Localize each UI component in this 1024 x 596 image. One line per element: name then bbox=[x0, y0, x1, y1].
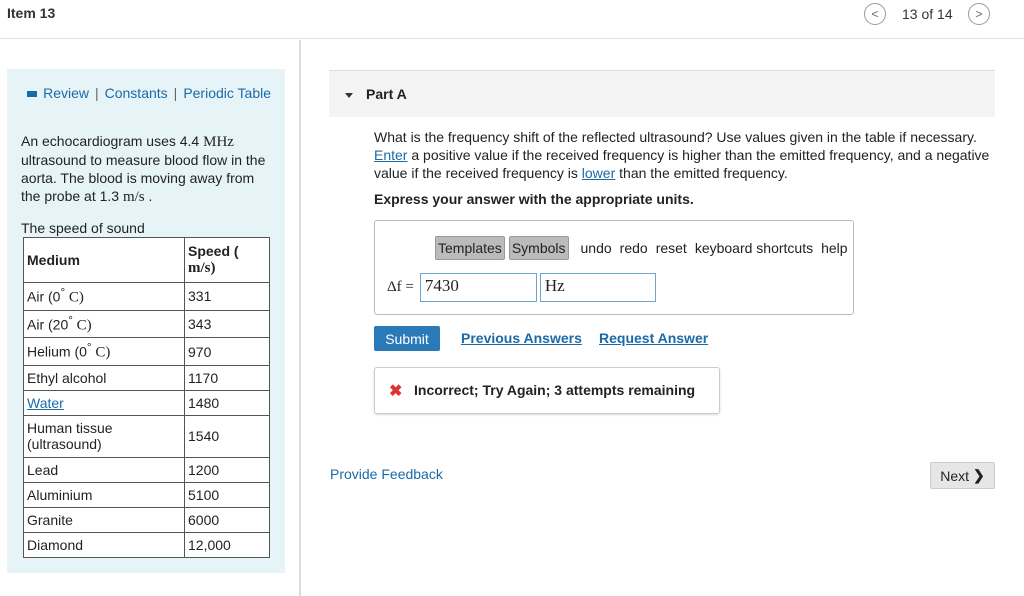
link-separator: | bbox=[173, 85, 178, 101]
table-row bbox=[24, 365, 270, 390]
speed-cell: 1540 bbox=[185, 415, 270, 457]
problem-text: . bbox=[144, 188, 153, 204]
speed-header-unit: m/s) bbox=[188, 260, 216, 276]
caret-down-icon bbox=[345, 93, 353, 98]
periodic-table-link[interactable]: Periodic Table bbox=[183, 85, 271, 101]
speed-header bbox=[185, 238, 270, 283]
enter-link[interactable]: Enter bbox=[374, 147, 408, 163]
speed-header-label: Speed ( bbox=[188, 243, 239, 259]
degree-sign: ° bbox=[60, 286, 66, 299]
speed-cell: 1200 bbox=[185, 457, 270, 482]
medium-cell bbox=[24, 310, 185, 338]
part-a-header[interactable] bbox=[329, 70, 995, 117]
incorrect-x-icon: ✖ bbox=[389, 383, 403, 400]
medium-cell bbox=[24, 390, 185, 415]
temperature-unit: C) bbox=[65, 289, 84, 306]
frequency-unit: MHz bbox=[203, 134, 234, 150]
problem-statement bbox=[21, 132, 271, 206]
table-row bbox=[24, 415, 270, 457]
answer-box bbox=[374, 220, 854, 315]
delta-f-label: Δf = bbox=[387, 279, 414, 295]
question-part: What is the frequency shift of the reflected ultrasound? Use values given in the table if necessary. bbox=[374, 129, 977, 145]
medium-name: Air (20 bbox=[27, 316, 69, 333]
table-caption: The speed of sound bbox=[21, 220, 145, 236]
medium-cell bbox=[24, 283, 185, 311]
speed-cell: 6000 bbox=[185, 507, 270, 532]
chevron-right-icon: ❯ bbox=[973, 467, 985, 483]
problem-panel bbox=[7, 69, 285, 573]
medium-cell: Ethyl alcohol bbox=[24, 365, 185, 390]
speed-of-sound-table bbox=[23, 237, 270, 558]
degree-sign: ° bbox=[68, 313, 73, 327]
table-row bbox=[24, 283, 270, 311]
chevron-right-icon: > bbox=[975, 7, 983, 21]
question-text bbox=[374, 128, 994, 182]
problem-text: An echocardiogram uses 4.4 bbox=[21, 133, 204, 149]
feedback-text: Incorrect; Try Again; 3 attempts remaining bbox=[414, 382, 696, 398]
constants-link[interactable]: Constants bbox=[104, 85, 168, 101]
medium-cell: Lead bbox=[24, 457, 185, 482]
table-row bbox=[24, 532, 270, 557]
item-title: Item 13 bbox=[7, 5, 56, 21]
panel-divider bbox=[299, 40, 301, 596]
help-button[interactable]: help bbox=[821, 240, 848, 256]
medium-cell: Aluminium bbox=[24, 482, 185, 507]
previous-answers-link[interactable]: Previous Answers bbox=[461, 330, 582, 346]
part-title: Part A bbox=[366, 86, 407, 102]
medium-cell: Human tissue (ultrasound) bbox=[24, 415, 185, 457]
degree-sign: ° bbox=[86, 341, 92, 355]
speed-cell: 343 bbox=[185, 310, 270, 338]
table-row bbox=[24, 457, 270, 482]
medium-cell: Diamond bbox=[24, 532, 185, 557]
undo-button[interactable]: undo bbox=[580, 240, 612, 256]
water-link[interactable]: Water bbox=[27, 394, 64, 411]
next-item-button[interactable] bbox=[968, 3, 990, 25]
table-row bbox=[24, 390, 270, 415]
next-button[interactable] bbox=[930, 462, 995, 489]
feedback-message bbox=[374, 367, 720, 414]
question-part: than the emitted frequency. bbox=[615, 165, 788, 181]
question-part: a positive value if the received frequency is higher than the emitted frequency, and a negative value if the received frequency is bbox=[374, 147, 990, 181]
table-row bbox=[24, 310, 270, 338]
resource-links bbox=[21, 84, 271, 102]
math-toolbar bbox=[435, 235, 848, 261]
table-header-row bbox=[24, 238, 270, 283]
medium-name: Air (0 bbox=[27, 288, 61, 305]
submit-button[interactable]: Submit bbox=[374, 326, 440, 351]
redo-button[interactable]: redo bbox=[619, 240, 648, 256]
speed-cell: 970 bbox=[185, 338, 270, 366]
medium-header: Medium bbox=[24, 238, 185, 283]
table-row bbox=[24, 507, 270, 532]
speed-cell: 5100 bbox=[185, 482, 270, 507]
lower-link[interactable]: lower bbox=[581, 165, 616, 181]
answer-unit-input[interactable]: Hz bbox=[540, 273, 656, 302]
table-row bbox=[24, 338, 270, 366]
medium-cell: Granite bbox=[24, 507, 185, 532]
provide-feedback-link[interactable]: Provide Feedback bbox=[330, 466, 443, 482]
templates-button[interactable]: Templates bbox=[435, 236, 505, 260]
answer-row bbox=[387, 273, 656, 302]
reset-button[interactable]: reset bbox=[655, 240, 687, 256]
speed-cell: 12,000 bbox=[185, 532, 270, 557]
answer-value-input[interactable]: 7430 bbox=[420, 273, 537, 302]
speed-cell: 1480 bbox=[185, 390, 270, 415]
answer-instruction: Express your answer with the appropriate units. bbox=[374, 191, 694, 207]
medium-name: Helium (0 bbox=[27, 343, 87, 360]
table-row bbox=[24, 482, 270, 507]
speed-cell: 331 bbox=[185, 283, 270, 311]
review-link[interactable]: Review bbox=[43, 85, 89, 101]
review-icon bbox=[27, 91, 37, 97]
speed-unit: m/s bbox=[122, 189, 145, 205]
top-header bbox=[0, 0, 1024, 39]
chevron-left-icon: < bbox=[871, 7, 879, 21]
next-label: Next bbox=[940, 467, 970, 484]
keyboard-shortcuts-button[interactable]: keyboard shortcuts bbox=[694, 240, 814, 256]
request-answer-link[interactable]: Request Answer bbox=[599, 330, 709, 346]
link-separator: | bbox=[94, 85, 99, 101]
previous-item-button[interactable] bbox=[864, 3, 886, 25]
speed-cell: 1170 bbox=[185, 365, 270, 390]
medium-cell bbox=[24, 338, 185, 366]
problem-text: ultrasound to measure blood flow in the aorta. The blood is moving away from the probe at 1.3 bbox=[21, 152, 266, 204]
symbols-button[interactable]: Symbols bbox=[509, 236, 569, 260]
temperature-unit: C) bbox=[72, 317, 92, 334]
item-counter: 13 of 14 bbox=[902, 6, 953, 22]
temperature-unit: C) bbox=[91, 344, 111, 361]
